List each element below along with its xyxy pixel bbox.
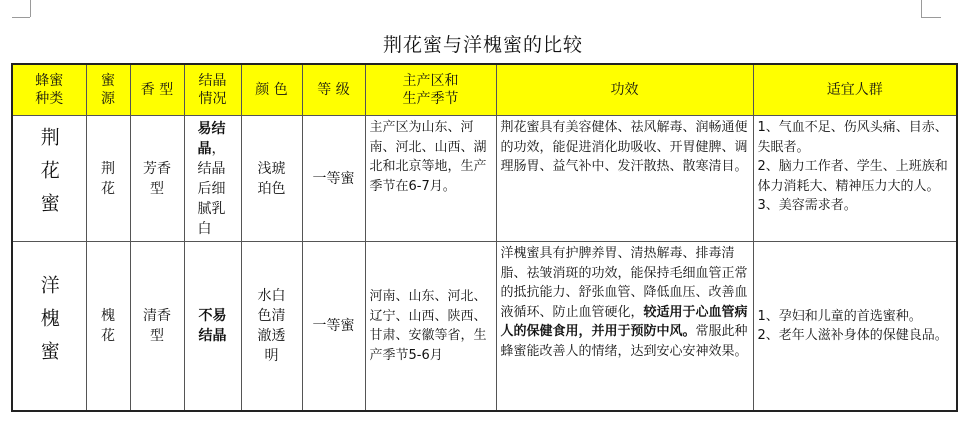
crystal-rest: ，结晶后细腻乳白	[197, 141, 226, 237]
color-cell: 水白色清澈透明	[241, 242, 302, 412]
header-crystal: 结晶情况	[184, 64, 241, 116]
honey-name: 荆花蜜	[37, 127, 60, 226]
people-cell	[753, 242, 957, 412]
effect-bold: 较适用于心血管病人的保健食用，并用于预防中风。	[500, 304, 748, 339]
crop-mark-right	[921, 0, 922, 17]
grade-cell: 一等蜜	[302, 116, 365, 242]
crystal-bold: 易结晶	[197, 121, 226, 157]
crystal-cell	[184, 242, 241, 412]
crop-mark-left-horizontal	[12, 17, 30, 18]
header-aroma: 香 型	[130, 64, 184, 116]
honey-comparison-table	[11, 63, 958, 412]
crystal-bold: 不易结晶	[198, 308, 227, 344]
aroma-cell: 芳香型	[130, 116, 184, 242]
effect-cell: 洋槐蜜具有护脾养胃、清热解毒、排毒清脂、祛皱消斑的功效，能保持毛细血管正常的抵抗能力、舒张血管、降低血压、改善血液循环、防止血管硬化，较适用于心血管病人的保健食用，并用于预防中风。常服此种蜂蜜能改善人的情绪，达到安心安神效果。	[496, 242, 753, 412]
people-item: 3、美容需求者。	[757, 198, 857, 213]
effect-cell: 荆花蜜具有美容健体、祛风解毒、润畅通便的功效，能促进消化助吸收、开胃健脾、调理肠胃、益气补中、发汗散热、散寒清目。	[496, 116, 753, 242]
source-cell: 荆花	[86, 116, 130, 242]
color-cell: 浅琥珀色	[241, 116, 302, 242]
honey-name: 洋槐蜜	[37, 274, 60, 374]
people-item: 2、老年人滋补身体的保健良品。	[757, 328, 948, 343]
header-region: 主产区和 生产季节	[365, 64, 496, 116]
people-cell	[753, 116, 957, 242]
people-item: 1、气血不足、伤风头痛、目赤、失眠者。	[757, 120, 948, 155]
region-cell: 河南、山东、河北、辽宁、山西、陕西、甘肃、安徽等省，生产季节5-6月	[365, 242, 496, 412]
people-item: 2、脑力工作者、学生、上班族和体力消耗大、精神压力大的人。	[757, 159, 948, 194]
people-item: 1、孕妇和儿童的首选蜜种。	[757, 308, 922, 324]
source-cell: 槐花	[86, 242, 130, 412]
header-source: 蜜源	[86, 64, 130, 116]
honey-name-cell	[12, 116, 86, 242]
header-color: 颜 色	[241, 64, 302, 116]
crystal-cell	[184, 116, 241, 242]
region-cell: 主产区为山东、河南、河北、山西、湖北和北京等地，生产季节在6-7月。	[365, 116, 496, 242]
aroma-cell: 清香型	[130, 242, 184, 412]
document-title: 荆花蜜与洋槐蜜的比较	[382, 34, 583, 56]
crop-mark-left	[30, 0, 31, 17]
header-grade: 等 级	[302, 64, 365, 116]
header-type: 蜂蜜种类	[12, 64, 86, 116]
crop-mark-right-horizontal	[921, 17, 941, 18]
header-effect: 功效	[496, 64, 753, 116]
header-row	[12, 64, 957, 116]
header-people: 适宜人群	[753, 64, 957, 116]
grade-cell: 一等蜜	[302, 242, 365, 412]
honey-name-cell	[12, 242, 86, 412]
table-row	[12, 242, 957, 412]
table-row	[12, 116, 957, 242]
